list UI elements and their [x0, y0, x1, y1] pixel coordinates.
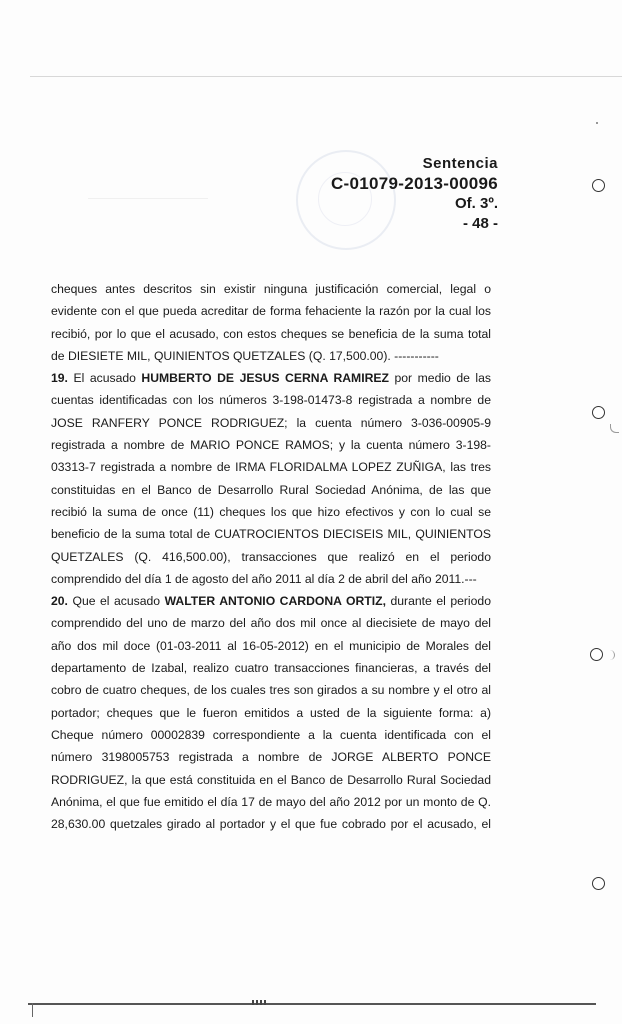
- document-header: [331, 154, 498, 234]
- paragraph-20-post: durante el periodo: [385, 594, 491, 609]
- paragraph-19-post: por medio de las: [388, 371, 491, 386]
- top-rule: [30, 76, 622, 77]
- paragraph-19-pre: El acusado: [67, 371, 142, 386]
- bottom-tick-marks: [252, 1000, 266, 1005]
- text-line: JOSE RANFERY PONCE RODRIGUEZ; la cuenta número 3-036-00905-9: [51, 415, 491, 430]
- text-line: registrada a nombre de MARIO PONCE RAMOS; y la cuenta número 3-198-: [51, 438, 491, 453]
- binder-hole: [592, 406, 605, 419]
- text-line: Cheque número 00002839 correspondiente a la cuenta identificada con el: [51, 727, 491, 742]
- text-line: comprendido del día 1 de agosto del año 2011 al día 2 de abril del año 2011.---: [51, 571, 477, 586]
- text-line: RODRIGUEZ, la que está constituida en el Banco de Desarrollo Rural Sociedad: [51, 772, 491, 787]
- margin-mark: [32, 1003, 33, 1017]
- text-line: departamento de Izabal, realizo cuatro transacciones financieras, a través del: [51, 661, 491, 676]
- binder-hole-mark: [610, 424, 619, 433]
- text-line: beneficio de la suma total de CUATROCIENTOS DIECISEIS MIL, QUINIENTOS: [51, 527, 491, 542]
- header-case-number: C-01079-2013-00096: [330, 174, 498, 193]
- text-line: recibió, por lo que el acusado, con estos cheques se beneficia de la suma total: [51, 326, 491, 341]
- header-office: Of. 3º.: [455, 195, 498, 212]
- paragraph-19-first-line: [51, 367, 491, 389]
- text-line: comprendido del uno de marzo del año dos mil once al diecisiete de mayo del: [51, 616, 491, 631]
- text-line: año dos mil doce (01-03-2011 al 16-05-2012) en el municipio de Morales del: [51, 638, 491, 653]
- header-sentencia: Sentencia: [422, 155, 498, 172]
- paragraph-20-pre: Que el acusado: [67, 594, 165, 609]
- text-line: constituidas en el Banco de Desarrollo Rural Sociedad Anónima, de las que: [51, 482, 491, 497]
- paragraph-20-accused-name: WALTER ANTONIO CARDONA ORTIZ,: [164, 594, 386, 609]
- text-line: QUETZALES (Q. 416,500.00), transacciones que realizó en el periodo: [51, 549, 491, 564]
- text-line: 03313-7 registrada a nombre de IRMA FLORIDALMA LOPEZ ZUÑIGA, las tres: [51, 460, 491, 475]
- faded-signature: [88, 138, 208, 199]
- text-line: cuentas identificadas con los números 3-198-01473-8 registrada a nombre de: [51, 393, 491, 408]
- text-line: número 3198005753 registrada a nombre de JORGE ALBERTO PONCE: [51, 750, 491, 765]
- speck: [596, 122, 598, 124]
- text-line: 28,630.00 quetzales girado al portador y el que fue cobrado por el acusado, el: [51, 817, 491, 832]
- paragraph-19-accused-name: HUMBERTO DE JESUS CERNA RAMIREZ: [141, 371, 389, 386]
- paragraph-20-number: 20.: [51, 594, 68, 609]
- binder-hole: [592, 877, 605, 890]
- paragraph-19-number: 19.: [51, 371, 68, 386]
- text-line: portador; cheques que le fueron emitidos a usted de la siguiente forma: a): [51, 705, 491, 720]
- text-line: evidente con el que pueda acreditar de forma fehaciente la razón por la cual los: [51, 304, 491, 319]
- header-page-number: - 48 -: [462, 215, 498, 232]
- document-body: [51, 278, 491, 835]
- text-line: cheques antes descritos sin existir ninguna justificación comercial, legal o: [51, 282, 491, 296]
- binder-hole-mark: [606, 650, 615, 660]
- paragraph-20-first-line: [51, 590, 491, 612]
- binder-hole: [592, 179, 605, 192]
- text-line: Anónima, el que fue emitido el día 17 de mayo del año 2012 por un monto de Q.: [51, 794, 491, 809]
- text-line: de DIESIETE MIL, QUINIENTOS QUETZALES (Q. 17,500.00). -----------: [51, 348, 439, 363]
- text-line: cobro de cuatro cheques, de los cuales tres son girados a su nombre y el otro al: [51, 683, 491, 698]
- text-line: recibió la suma de once (11) cheques los que hizo efectivos y con lo cual se: [51, 504, 491, 519]
- bottom-rule: [28, 1003, 596, 1005]
- binder-hole: [590, 648, 603, 661]
